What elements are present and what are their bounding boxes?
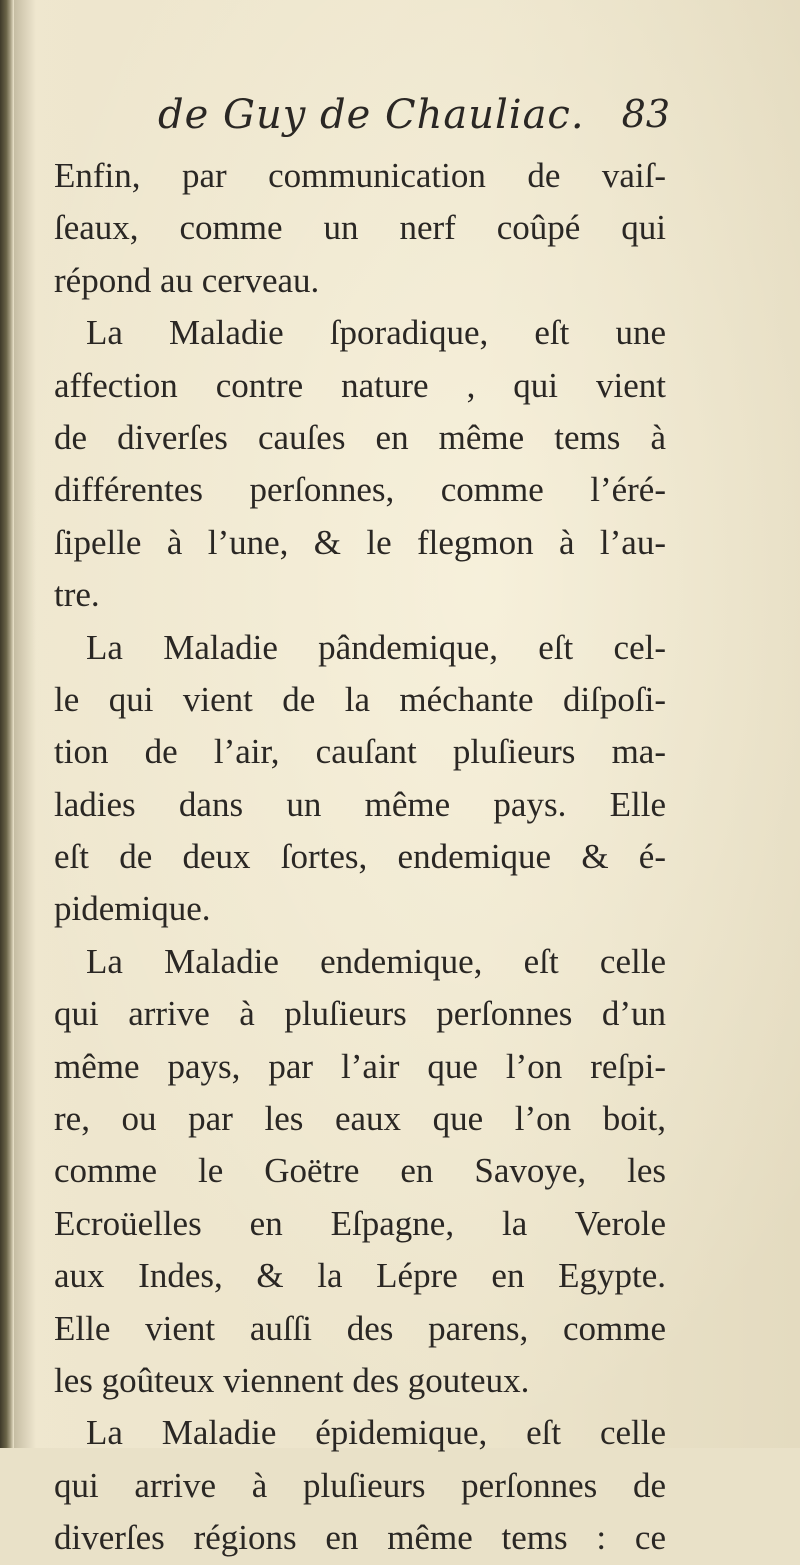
text-line: diverſes régions en même tems : ce <box>54 1518 666 1558</box>
text-line: La Maladie endemique, eſt celle <box>86 941 666 981</box>
text-line: aux Indes, & la Lépre en Egypte. <box>54 1256 666 1296</box>
page-number: 83 <box>621 92 670 136</box>
text-line: tre. <box>54 575 100 615</box>
text-line: de diverſes cauſes en même tems à <box>54 417 666 457</box>
text-line: pidemique. <box>54 889 211 929</box>
running-title: de Guy de Chauliac. <box>158 92 585 138</box>
text-line: affection contre nature , qui vient <box>54 365 666 405</box>
text-line: La Maladie pândemique, eſt cel- <box>86 627 666 667</box>
text-line: qui arrive à pluſieurs perſonnes d’un <box>54 994 666 1034</box>
book-binding-edge <box>0 0 14 1448</box>
text-line: même pays, par l’air que l’on reſpi- <box>54 1046 666 1086</box>
text-line: ſeaux, comme un nerf coûpé qui <box>54 208 666 248</box>
text-line: Elle vient auſſi des parens, comme <box>54 1308 666 1348</box>
text-line: les goûteux viennent des gouteux. <box>54 1360 530 1400</box>
text-line: La Maladie épidemique, eſt celle <box>86 1413 666 1453</box>
text-line: re, ou par les eaux que l’on boit, <box>54 1099 666 1139</box>
body-text <box>54 150 666 1565</box>
text-line: comme le Goëtre en Savoye, les <box>54 1151 666 1191</box>
text-line: répond au cerveau. <box>54 260 320 300</box>
text-line: le qui vient de la méchante diſpoſi- <box>54 679 666 719</box>
text-line: Ecroüelles en Eſpagne, la Verole <box>54 1203 666 1243</box>
text-line: La Maladie ſporadique, eſt une <box>86 313 666 353</box>
text-line: Enfin, par communication de vaiſ- <box>54 156 666 195</box>
text-line: tion de l’air, cauſant pluſieurs ma- <box>54 732 666 772</box>
text-line: qui arrive à pluſieurs perſonnes de <box>54 1465 666 1505</box>
page-header <box>150 92 670 152</box>
gutter-shadow <box>14 0 36 1448</box>
text-line: ladies dans un même pays. Elle <box>54 784 666 824</box>
text-line: ſipelle à l’une, & le flegmon à l’au- <box>54 522 666 562</box>
text-line: différentes perſonnes, comme l’éré- <box>54 470 666 510</box>
text-line: eſt de deux ſortes, endemique & é- <box>54 837 666 877</box>
